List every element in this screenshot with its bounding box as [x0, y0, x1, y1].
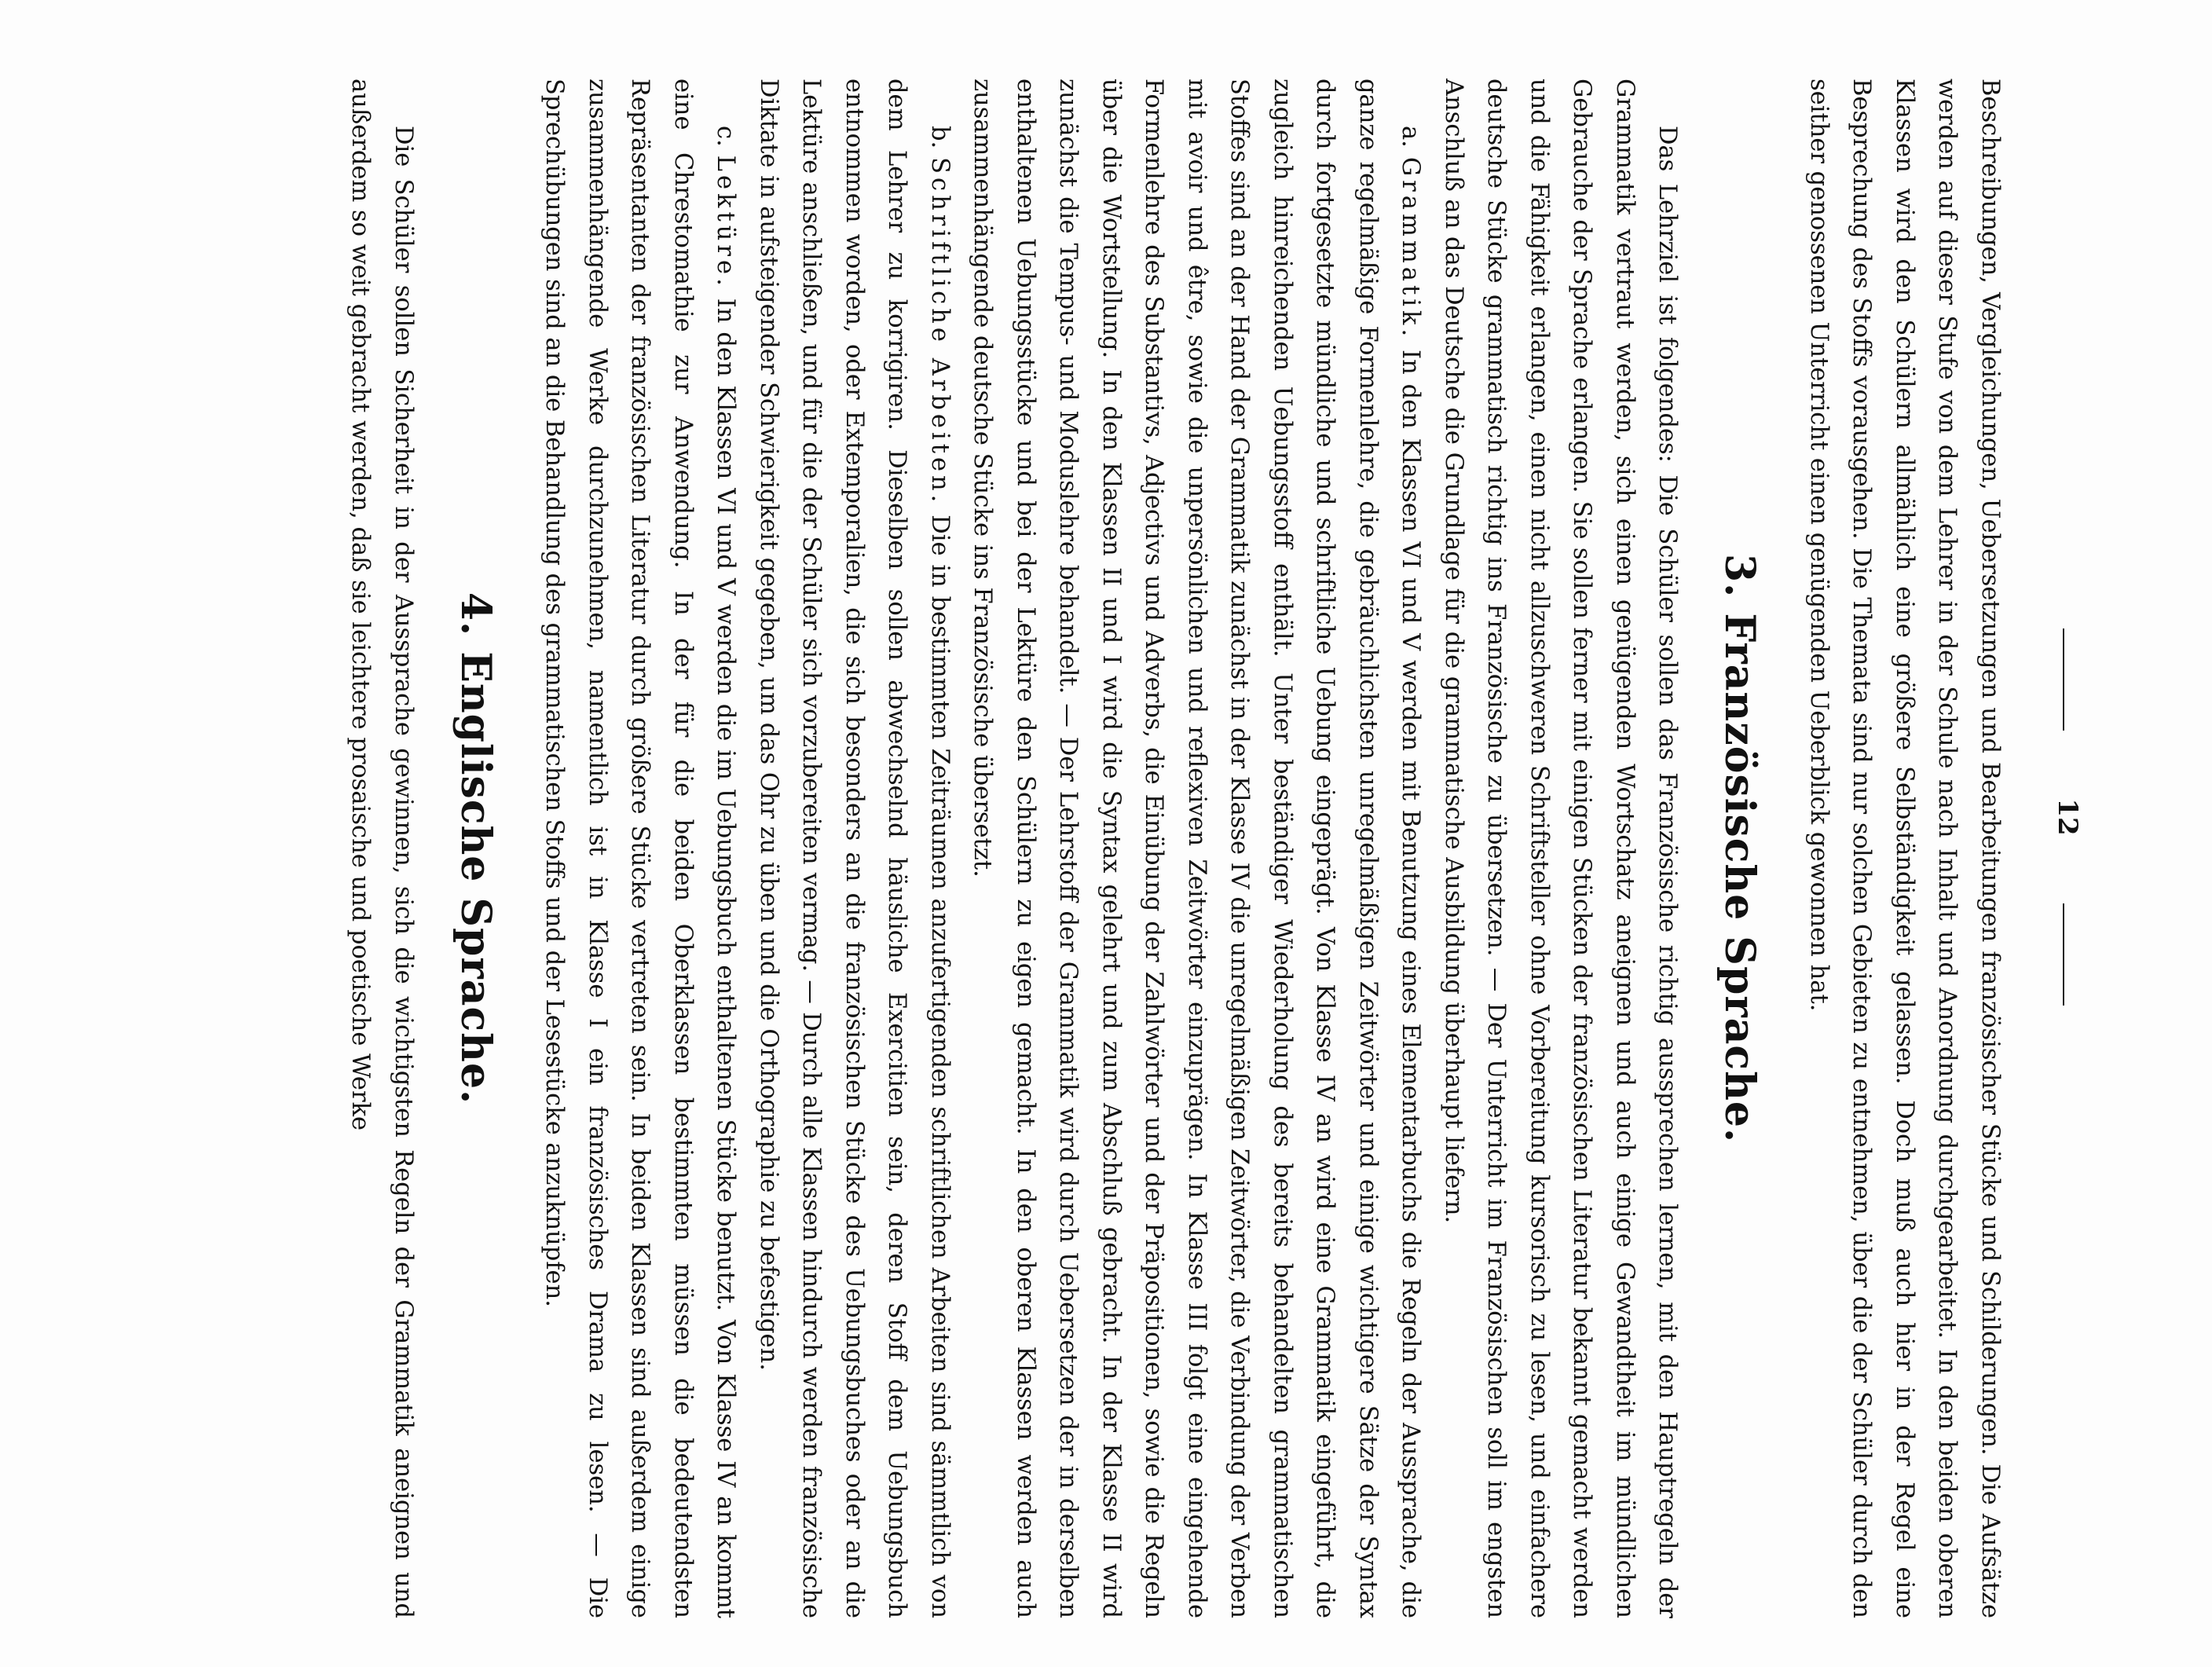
subsection-label: a. [1397, 126, 1425, 148]
section-heading-english: 4. Englische Sprache. [452, 592, 500, 1105]
english-goal-paragraph: Die Schüler sollen Sicherheit in der Aussprache gewinnen, sich die wichtigsten Regeln der Grammatik aneignen und außerdem so weit gebracht werden, daß sie leichtere prosaische und poetische Werke [346, 79, 417, 1618]
french-written-work-paragraph [747, 79, 961, 1618]
subsection-title-grammar: Grammatik. [1397, 156, 1425, 341]
subsection-label: c. [712, 126, 740, 147]
subsection-title-written-work: Schriftliche Arbeiten. [926, 157, 954, 507]
page-number: 12 [2052, 798, 2083, 836]
subsection-label: b. [926, 126, 954, 149]
page-header [2011, 79, 2097, 1618]
french-reading-paragraph [533, 79, 747, 1618]
french-goal-paragraph: Das Lehrziel ist folgendes: Die Schüler sollen das Französische richtig aussprechen lernen, mit den Hauptregeln der Grammatik vertraut werden, sich einen genügenden Wortschatz aneignen und auch einige Gewandtheit im mündlichen Gebrauche der Sprache erlangen. Sie sollen ferner mit einigen Stücken der französischen Literatur bekannt gemacht werden und die Fähigkeit erlangen, einen nicht allzuschweren Schriftsteller ohne Vorbereitung kursorisch zu lesen, und einfachere deutsche Stücke grammatisch richtig ins Französische zu übersetzen. — Der Unterricht im Französischen soll im engsten Anschluß an das Deutsche die Grundlage für die grammatische Ausbildung überhaupt liefern. [1440, 79, 1682, 1618]
continuation-paragraph: Beschreibungen, Vergleichungen, Uebersetzungen und Bearbeitungen französischer Stücke und Schilderungen. Die Aufsätze werden auf dieser Stufe von dem Lehrer in der Schule nach Inhalt und Anordnung durchgearbeitet. In den beiden oberen Klassen wird den Schülern allmählich eine größere Selbständigkeit gelassen. Doch muß auch hier in der Regel eine Besprechung des Stoffs vorausgehen. Die Themata sind nur solchen Gebieten zu entnehmen, über die der Schüler durch den seither genossenen Unterricht einen genügenden Ueberblick gewonnen hat. [1805, 79, 2004, 1618]
subsection-title-reading: Lektüre. [712, 155, 740, 290]
french-grammar-paragraph [961, 79, 1432, 1618]
header-rule-right [2063, 903, 2064, 1006]
reading-text: In den Klassen VI und V werden die im Uebungsbuch enthaltenen Stücke benutzt. Von Klasse IV an kommt eine Chrestomathie zur Anwendung. In der für die beiden Oberklassen bestimmten müssen die bedeutendsten Repräsentanten der französischen Literatur durch größere Stücke vertreten sein. In beiden Klassen sind außerdem einige zusammenhängende Werke durchzunehmen, namentlich ist in Klasse I ein französisches Drama zu lesen. — Die Sprechübungen sind an die Behandlung des grammatischen Stoffs und der Lesestücke anzuknüpfen. [540, 79, 740, 1619]
page-content [71, 79, 2097, 1618]
header-rule-left [2063, 628, 2064, 731]
written-work-text: Die in bestimmten Zeiträumen anzufertigenden schriftlichen Arbeiten sind sämmtlich von dem Lehrer zu korrigiren. Dieselben sollen abwechselnd häusliche Exercitien sein, deren Stoff dem Uebungsbuch entnommen worden, oder Extemporalien, die sich besonders an die französischen Stücke des Uebungsbuches oder an die Lektüre anschließen, und für die der Schüler sich vorzubereiten vermag. — Durch alle Klassen hindurch werden französische Diktate in aufsteigender Schwierigkeit gegeben, um das Ohr zu üben und die Orthographie zu befestigen. [755, 79, 954, 1618]
section-heading-french: 3. Französische Sprache. [1716, 553, 1764, 1144]
grammar-text: In den Klassen VI und V werden mit Benutzung eines Elementarbuchs die Regeln der Aussprache, die ganze regelmäßige Formenlehre, die gebräuchlichsten unregelmäßigen Zeitwörter und einige wichtigere Sätze der Syntax durch fortgesetzte mündliche und schriftliche Uebung eingeprägt. Von Klasse IV an wird eine Grammatik eingeführt, die zugleich hinreichenden Uebungsstoff enthält. Unter beständiger Wiederholung des bereits behandelten grammatischen Stoffes sind an der Hand der Grammatik zunächst in der Klasse IV die unregelmäßigen Zeitwörter, die Verbindung der Verben mit avoir und être, sowie die unpersönlichen und reflexiven Zeitwörter einzuprägen. In Klasse III folgt eine eingehende Formenlehre des Substantivs, Adjectivs und Adverbs, die Einübung der Zahlwörter und der Präpositionen, sowie die Regeln über die Wortstellung. In den Klassen II und I wird die Syntax gelehrt und zum Abschluß gebracht. In der Klasse II wird zunächst die Tempus- und Moduslehre behandelt. — Der Lehrstoff der Grammatik wird durch Uebersetzen der in derselben enthaltenen Uebungsstücke und bei der Lektüre den Schülern zu eigen gemacht. In den oberen Klassen werden auch zusammenhängende deutsche Stücke ins Französische übersetzt. [969, 79, 1425, 1618]
